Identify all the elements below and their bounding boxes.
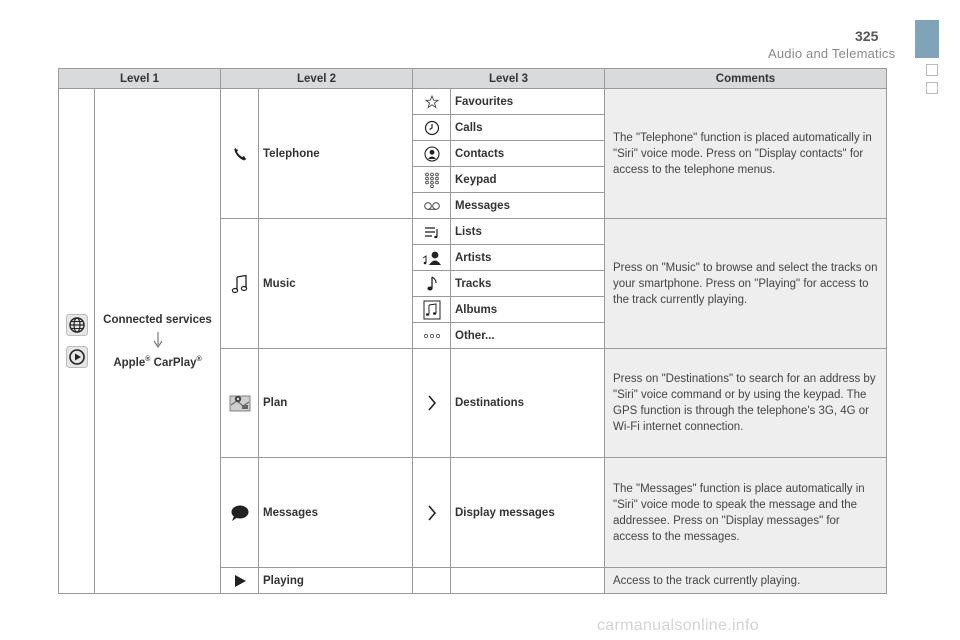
header-level-2: Level 2 [221,69,413,89]
destinations-label: Destinations [451,349,605,458]
registered-mark: ® [196,355,202,363]
keypad-icon [424,172,440,188]
artists-icon-cell [413,245,451,271]
level1-connected-services [95,89,221,594]
albums-label: Albums [451,297,605,323]
telephone-icon-cell [221,89,259,219]
messages-comment: The "Messages" function is place automatically in "Siri" voice mode to speak the message and the addressee. Press on "Display messages" for access to the messages. [605,458,887,568]
margin-box [926,64,938,76]
note-icon [426,276,438,292]
tracks-label: Tracks [451,271,605,297]
header-level-3: Level 3 [413,69,605,89]
apple-text: Apple [113,356,146,369]
chevron-right-icon [426,393,438,413]
page-number: 325 [855,28,879,44]
album-icon [423,300,441,320]
telephone-label: Telephone [259,89,413,219]
chevron-right-icon [426,503,438,523]
other-icon-cell [413,323,451,349]
other-label: Other... [451,323,605,349]
phone-icon [232,146,248,162]
messages-icon-cell [413,193,451,219]
messages-icon-cell [221,458,259,568]
lists-label: Lists [451,219,605,245]
header-level-1: Level 1 [59,69,221,89]
header-row [59,69,887,89]
messages-label: Messages [259,458,413,568]
favourites-label: Favourites [451,89,605,115]
favourites-icon-cell [413,89,451,115]
chapter-tab [915,20,939,58]
albums-icon-cell [413,297,451,323]
arrow-down-icon [152,332,164,348]
speech-bubble-icon [230,504,250,522]
clock-icon [424,120,440,136]
more-icon [423,333,441,339]
contacts-label: Contacts [451,141,605,167]
header-comments: Comments [605,69,887,89]
display-messages-label: Display messages [451,458,605,568]
music-note-icon [231,274,249,294]
level1-icons [59,89,95,594]
contact-icon [424,146,440,162]
table-row [59,89,887,115]
messages-submenu-label: Messages [451,193,605,219]
display-messages-icon-cell [413,458,451,568]
plan-label: Plan [259,349,413,458]
telephone-comment: The "Telephone" function is placed automatically in "Siri" voice mode. Press on "Display contacts" for access to the telephone menus. [605,89,887,219]
globe-icon [66,314,88,336]
music-comment: Press on "Music" to browse and select the tracks on your smartphone. Press on "Playing" for access to the track currently playing. [605,219,887,349]
keypad-label: Keypad [451,167,605,193]
playing-icon-cell [221,568,259,594]
lists-icon-cell [413,219,451,245]
margin-box [926,82,938,94]
contacts-icon-cell [413,141,451,167]
star-icon [425,95,439,109]
keypad-icon-cell [413,167,451,193]
plan-comment: Press on "Destinations" to search for an address by "Siri" voice command or by using the keypad. The GPS function is through the telephone's 3G, 4G or Wi-Fi internet connection. [605,349,887,458]
playing-label: Playing [259,568,413,594]
plan-icon-cell [221,349,259,458]
apple-carplay-label [99,352,216,371]
menu-table [58,68,887,594]
map-icon [229,393,251,413]
play-icon [233,574,247,588]
destinations-icon-cell [413,349,451,458]
registered-mark: ® [145,355,151,363]
music-icon-cell [221,219,259,349]
artists-label: Artists [451,245,605,271]
playing-comment: Access to the track currently playing. [605,568,887,594]
empty-cell [451,568,605,594]
artist-icon [421,250,443,266]
tracks-icon-cell [413,271,451,297]
playlist-icon [424,225,440,239]
voicemail-icon [423,200,441,212]
empty-cell [413,568,451,594]
section-title: Audio and Telematics [768,46,896,61]
calls-icon-cell [413,115,451,141]
carplay-icon [66,346,88,368]
music-label: Music [259,219,413,349]
carplay-text: CarPlay [153,356,197,369]
calls-label: Calls [451,115,605,141]
watermark: carmanualsonline.info [597,617,759,634]
connected-services-label: Connected services [103,313,212,326]
